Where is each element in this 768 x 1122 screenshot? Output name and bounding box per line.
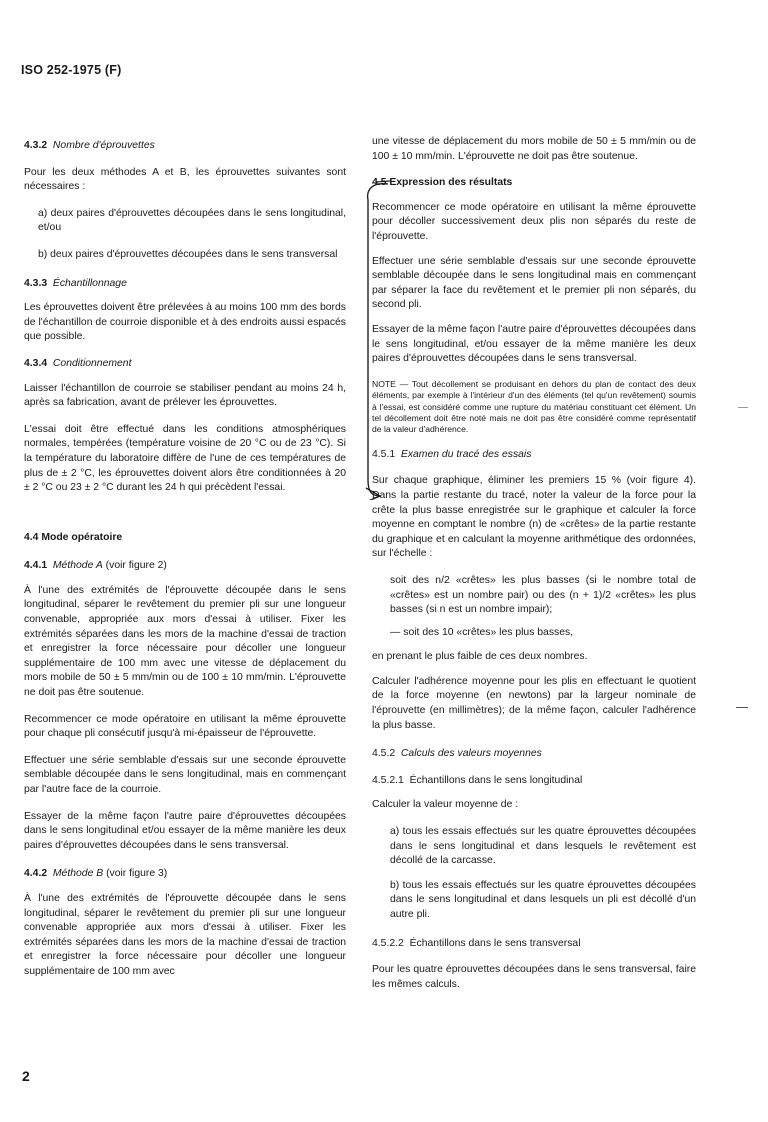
paragraph: Essayer de la même façon l'autre paire d'éprouvettes découpées dans le sens longitudinal, et/ou essayer de la même manière les deux paires d'éprouvettes découpées dans le sens transversal. xyxy=(372,323,696,365)
paragraph: Calculer la valeur moyenne de : xyxy=(372,799,519,811)
list-item: b) tous les essais effectués sur les quatre éprouvettes découpées dans le sens longitudinal et dans lesquels un pli est décollé d'un autre pli. xyxy=(390,879,696,920)
paragraph: Recommencer ce mode opératoire en utilisant la même éprouvette pour chaque pli consécutif jusqu'à mi-épaisseur de l'éprouvette. xyxy=(24,713,346,740)
heading-4-5-1: 4.5.1 Examen du tracé des essais xyxy=(372,448,532,460)
heading-4-3-3: 4.3.3 Échantillonnage xyxy=(24,277,127,289)
heading-4-4: 4.4 Mode opératoire xyxy=(24,531,123,543)
paragraph: Les éprouvettes doivent être prélevées à au moins 100 mm des bords de l'échantillon de courroie disponible et à des endroits aussi espacés que possible. xyxy=(24,302,346,343)
paragraph: Sur chaque graphique, éliminer les premiers 15 % (voir figure 4). Dans la partie restante du tracé, noter la valeur de la force pour la crête la plus basse enregistrée sur le graphique et calculer la force moyenne en comptant le nombre (n) de «crêtes» de la partie restante du graphique et en calculant la moyenne arithmétique des ordonnées, sur l'échelle : xyxy=(372,475,696,560)
paragraph: Effectuer une série semblable d'essais sur une seconde éprouvette semblable découpée dans le sens longitudinal, mais en commençant par l'autre face de la courroie. xyxy=(24,754,346,795)
heading-4-5-2-2: 4.5.2.2 Échantillons dans le sens transversal xyxy=(372,937,581,949)
document-header: ISO 252-1975 (F) xyxy=(21,63,122,77)
heading-4-4-1: 4.4.1 Méthode A (voir figure 2) xyxy=(24,560,167,572)
note: NOTE — Tout décollement se produisant en dehors du plan de contact des deux éléments, par exemple à l'intérieur d'un des éléments (tel qu'un revêtement) soumis à l'essai, est considéré comme une rupture du matériau constituant cet élément. Un tel décollement doit être noté mais ne doit pas être considéré comme représentatif de la valeur d'adhérence. xyxy=(372,378,696,435)
left-column xyxy=(24,139,346,980)
paragraph: Effectuer une série semblable d'essais sur une seconde éprouvette semblable découpée dans le sens longitudinal mais en commençant par séparer la face du revêtement et le premier pli non séparés, du second pli. xyxy=(372,255,696,311)
list-item: a) tous les essais effectués sur les quatre éprouvettes découpées dans le sens longitudinal et dans lesquels le revêtement est décollé de la carcasse. xyxy=(390,826,696,867)
paragraph: À l'une des extrémités de l'éprouvette découpée dans le sens longitudinal, séparer le revêtement du premier pli sur une longueur convenable, appropriée aux mors d'essai à utiliser. Fixer les extrémités séparées dans les mors de la machine d'essai de traction et enregistrer la force nécessaire pour décoller une longueur supplémentaire de 100 mm avec une vitesse de déplacement du mors mobile de 50 ± 5 mm/min ou de 100 ± 10 mm/min. L'éprouvette ne doit pas être soutenue. xyxy=(24,584,346,699)
right-column xyxy=(372,135,696,992)
margin-mark xyxy=(736,707,748,708)
heading-4-5-2: 4.5.2 Calculs des valeurs moyennes xyxy=(372,748,542,760)
heading-4-5: 4.5 Expression des résultats xyxy=(372,177,513,189)
heading-4-4-2: 4.4.2 Méthode B (voir figure 3) xyxy=(24,868,168,880)
paragraph: Pour les quatre éprouvettes découpées dans le sens transversal, faire les mêmes calculs. xyxy=(372,964,696,990)
paragraph: une vitesse de déplacement du mors mobile de 50 ± 5 mm/min ou de 100 ± 10 mm/min. L'éprouvette ne doit pas être soutenue. xyxy=(372,136,696,162)
paragraph: Calculer l'adhérence moyenne pour les plis en effectuant le quotient de la force moyenne (en newtons) par la largeur nominale de l'éprouvette (en millimètres); de la même façon, calculer l'adhérence la plus basse. xyxy=(372,675,696,731)
heading-4-3-4: 4.3.4 Conditionnement xyxy=(24,357,132,369)
list-item: soit des n/2 «crêtes» les plus basses (si le nombre total de «crêtes» est un nombre pair) ou des (n + 1)/2 «crêtes» les plus basses (si n est un nombre impair); xyxy=(390,574,696,616)
list-item: — soit des 10 «crêtes» les plus basses, xyxy=(390,626,574,638)
paragraph: Pour les deux méthodes A et B, les éprouvettes suivantes sont nécessaires : xyxy=(24,166,346,193)
margin-mark xyxy=(738,407,748,408)
page-number: 2 xyxy=(22,1068,30,1084)
heading-4-5-2-1: 4.5.2.1 Échantillons dans le sens longitudinal xyxy=(372,774,583,786)
heading-4-3-2: 4.3.2 Nombre d'éprouvettes xyxy=(24,140,155,151)
list-item: a) deux paires d'éprouvettes découpées dans le sens longitudinal, et/ou xyxy=(38,207,346,234)
paragraph: À l'une des extrémités de l'éprouvette découpée dans le sens longitudinal, séparer le revêtement du premier pli sur une longueur convenable appropriée aux mors d'essai à utiliser. Fixer les extrémités séparées dans les mors de la machine d'essai de traction et enregistrer la force nécessaire pour décoller une longueur supplémentaire de 100 mm avec xyxy=(24,892,346,977)
paragraph: Recommencer ce mode opératoire en utilisant la même éprouvette pour décoller successivement deux plis non séparés du reste de l'éprouvette. xyxy=(372,201,696,242)
list-item: b) deux paires d'éprouvettes découpées dans le sens transversal xyxy=(38,248,338,260)
paragraph: en prenant le plus faible de ces deux nombres. xyxy=(372,651,588,663)
paragraph: Laisser l'échantillon de courroie se stabiliser pendant au moins 24 h, après sa fabrication, avant de prélever les éprouvettes. xyxy=(24,382,346,409)
paragraph: L'essai doit être effectué dans les conditions atmosphériques normales, tempérées (température voisine de 20 °C ou de 23 °C). Si la température du laboratoire diffère de l'une de ces températures de plus de ± 2 °C, les éprouvettes doivent alors être conditionnées à 20 ± 2 °C ou 23 ± 2 °C durant les 24 h qui précèdent l'essai. xyxy=(24,423,346,494)
paragraph: Essayer de la même façon l'autre paire d'éprouvettes découpées dans le sens longitudinal et/ou essayer de la même manière les deux paires d'éprouvettes découpées dans le sens transversal. xyxy=(24,810,346,851)
